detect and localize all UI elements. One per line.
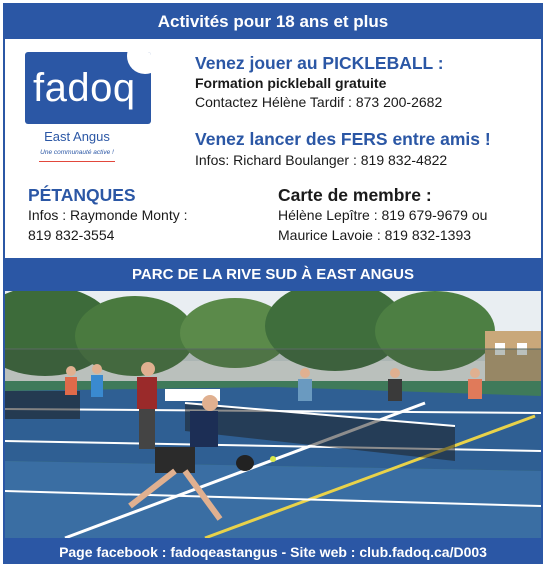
logo-location: East Angus bbox=[44, 129, 110, 144]
footer-banner bbox=[5, 538, 541, 564]
park-title: PARC DE LA RIVE SUD À EAST ANGUS bbox=[132, 266, 414, 283]
logo-word: fadoq bbox=[33, 66, 136, 110]
pickleball-contact: Contactez Hélène Tardif : 873 200-2682 bbox=[195, 94, 443, 110]
pickleball-subheading: Formation pickleball gratuite bbox=[195, 75, 387, 91]
pickleball-heading: Venez jouer au PICKLEBALL : bbox=[195, 53, 444, 73]
petanques-line1: Infos : Raymonde Monty : bbox=[28, 207, 188, 223]
membership-line1: Hélène Lepître : 819 679-9679 ou bbox=[278, 207, 488, 223]
footer-text: Page facebook : fadoqeastangus - Site web : club.fadoq.ca/D003 bbox=[59, 544, 487, 560]
logo-underline bbox=[39, 161, 115, 162]
pickleball-court-photo bbox=[5, 291, 541, 538]
park-banner bbox=[5, 258, 541, 291]
membership-line2: Maurice Lavoie : 819 832-1393 bbox=[278, 227, 472, 243]
membership-heading: Carte de membre : bbox=[278, 185, 432, 205]
petanques-heading: PÉTANQUES bbox=[28, 185, 136, 205]
fadoq-logo bbox=[25, 52, 151, 124]
header-title: Activités pour 18 ans et plus bbox=[157, 12, 389, 31]
fers-contact: Infos: Richard Boulanger : 819 832-4822 bbox=[195, 152, 448, 168]
flyer bbox=[3, 3, 543, 564]
logo-tagline: Une communauté active ! bbox=[40, 149, 114, 156]
petanques-line2: 819 832-3554 bbox=[28, 227, 115, 243]
fers-heading: Venez lancer des FERS entre amis ! bbox=[195, 129, 491, 149]
header-banner bbox=[5, 5, 541, 39]
